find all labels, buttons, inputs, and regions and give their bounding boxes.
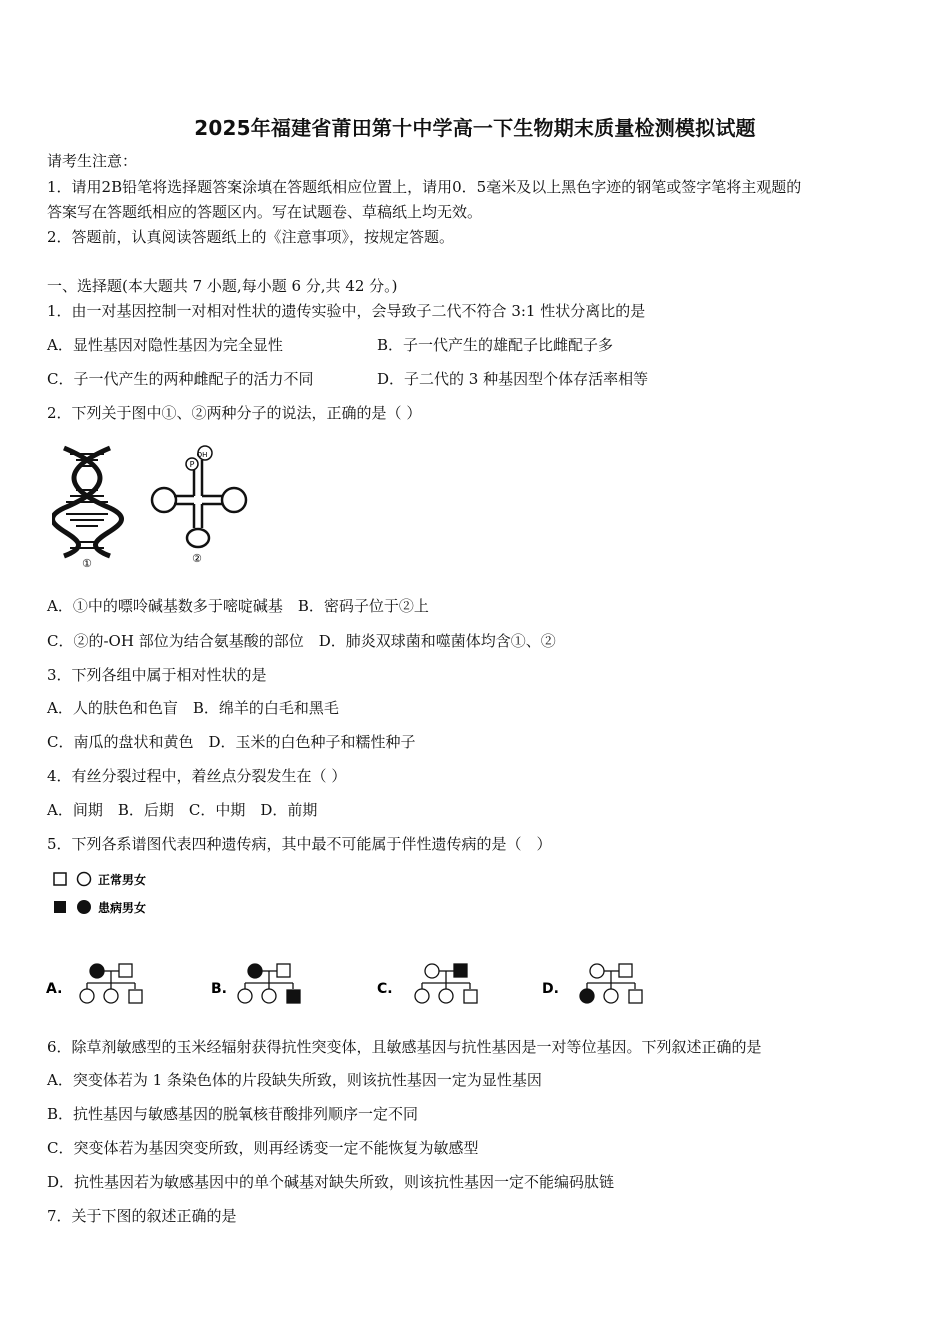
q5-legend — [52, 870, 172, 920]
pedigree-d — [580, 964, 642, 1003]
notice-line-3: 2．答题前，认真阅读答题纸上的《注意事项》，按规定答题。 — [47, 228, 455, 246]
q1-stem: 1．由一对基因控制一对相对性状的遗传实验中，会导致子二代不符合 3:1 性状分离比的是 — [47, 302, 646, 320]
q6-option-b: B．抗性基因与敏感基因的脱氧核苷酸排列顺序一定不同 — [47, 1105, 419, 1123]
q1-option-d: D．子二代的 3 种基因型个体存活率相等 — [377, 370, 649, 388]
q2-label-2: ② — [192, 552, 202, 565]
pedigree-c — [415, 964, 477, 1003]
pedigree-label-a: A. — [46, 981, 63, 997]
normal-male-icon — [54, 873, 66, 885]
legend-normal-label: 正常男女 — [98, 873, 147, 887]
q3-stem: 3．下列各组中属于相对性状的是 — [47, 666, 267, 684]
q1-option-a: A．显性基因对隐性基因为完全显性 — [47, 336, 283, 354]
section-heading: 一、选择题(本大题共 7 小题,每小题 6 分,共 42 分。) — [47, 277, 398, 295]
pedigree-b — [238, 964, 300, 1003]
notice-line-1: 1．请用2B铅笔将选择题答案涂填在答题纸相应位置上，请用0．5毫米及以上黑色字迹的钢笔或签字笔将主观题的 — [47, 178, 802, 196]
normal-female-icon — [78, 873, 91, 886]
q7-stem: 7．关于下图的叙述正确的是 — [47, 1207, 237, 1225]
affected-male-icon — [54, 901, 66, 913]
pedigree-a — [80, 964, 142, 1003]
page-title: 2025年福建省莆田第十中学高一下生物期末质量检测模拟试题 — [194, 116, 756, 140]
q4-stem: 4．有丝分裂过程中，着丝点分裂发生在（ ） — [47, 767, 347, 785]
q6-option-a: A．突变体若为 1 条染色体的片段缺失所致，则该抗性基因一定为显性基因 — [47, 1071, 542, 1089]
q4-options: A．间期 B．后期 C．中期 D．前期 — [47, 801, 318, 819]
pedigree-label-c: C. — [377, 981, 393, 997]
q2-stem: 2．下列关于图中①、②两种分子的说法，正确的是（ ） — [47, 404, 422, 422]
q2-options-cd: C．②的-OH 部位为结合氨基酸的部位 D．肺炎双球菌和噬菌体均含①、② — [47, 632, 556, 650]
q3-options-ab: A．人的肤色和色盲 B．绵羊的白毛和黑毛 — [47, 699, 339, 717]
pedigree-label-d: D. — [542, 981, 559, 997]
dna-helix-icon — [52, 448, 121, 556]
q3-options-cd: C．南瓜的盘状和黄色 D．玉米的白色种子和糯性种子 — [47, 733, 416, 751]
q2-p-label: P — [189, 460, 195, 469]
legend-affected-label: 患病男女 — [98, 901, 147, 915]
affected-female-icon — [77, 900, 91, 914]
q1-option-b: B．子一代产生的雄配子比雌配子多 — [377, 336, 614, 354]
q1-option-c: C．子一代产生的两种雌配子的活力不同 — [47, 370, 314, 388]
q5-pedigrees — [40, 955, 680, 1017]
q2-label-1: ① — [82, 557, 92, 570]
q2-options-ab: A．①中的嘌呤碱基数多于嘧啶碱基 B．密码子位于②上 — [47, 597, 429, 615]
pedigree-label-b: B. — [211, 981, 227, 997]
q6-option-d: D．抗性基因若为敏感基因中的单个碱基对缺失所致，则该抗性基因一定不能编码肽链 — [47, 1173, 615, 1191]
notice-line-2: 答案写在答题纸相应的答题区内。写在试题卷、草稿纸上均无效。 — [47, 203, 483, 221]
q5-stem: 5．下列各系谱图代表四种遗传病，其中最不可能属于伴性遗传病的是（ ） — [47, 835, 552, 853]
trna-cloverleaf-icon — [152, 446, 246, 547]
q2-figure — [52, 438, 262, 570]
q2-oh-label: OH — [196, 451, 208, 459]
q6-option-c: C．突变体若为基因突变所致，则再经诱变一定不能恢复为敏感型 — [47, 1139, 479, 1157]
q6-stem: 6．除草剂敏感型的玉米经辐射获得抗性突变体，且敏感基因与抗性基因是一对等位基因。下列叙述正确的是 — [47, 1038, 762, 1056]
notice-heading: 请考生注意： — [47, 152, 138, 170]
